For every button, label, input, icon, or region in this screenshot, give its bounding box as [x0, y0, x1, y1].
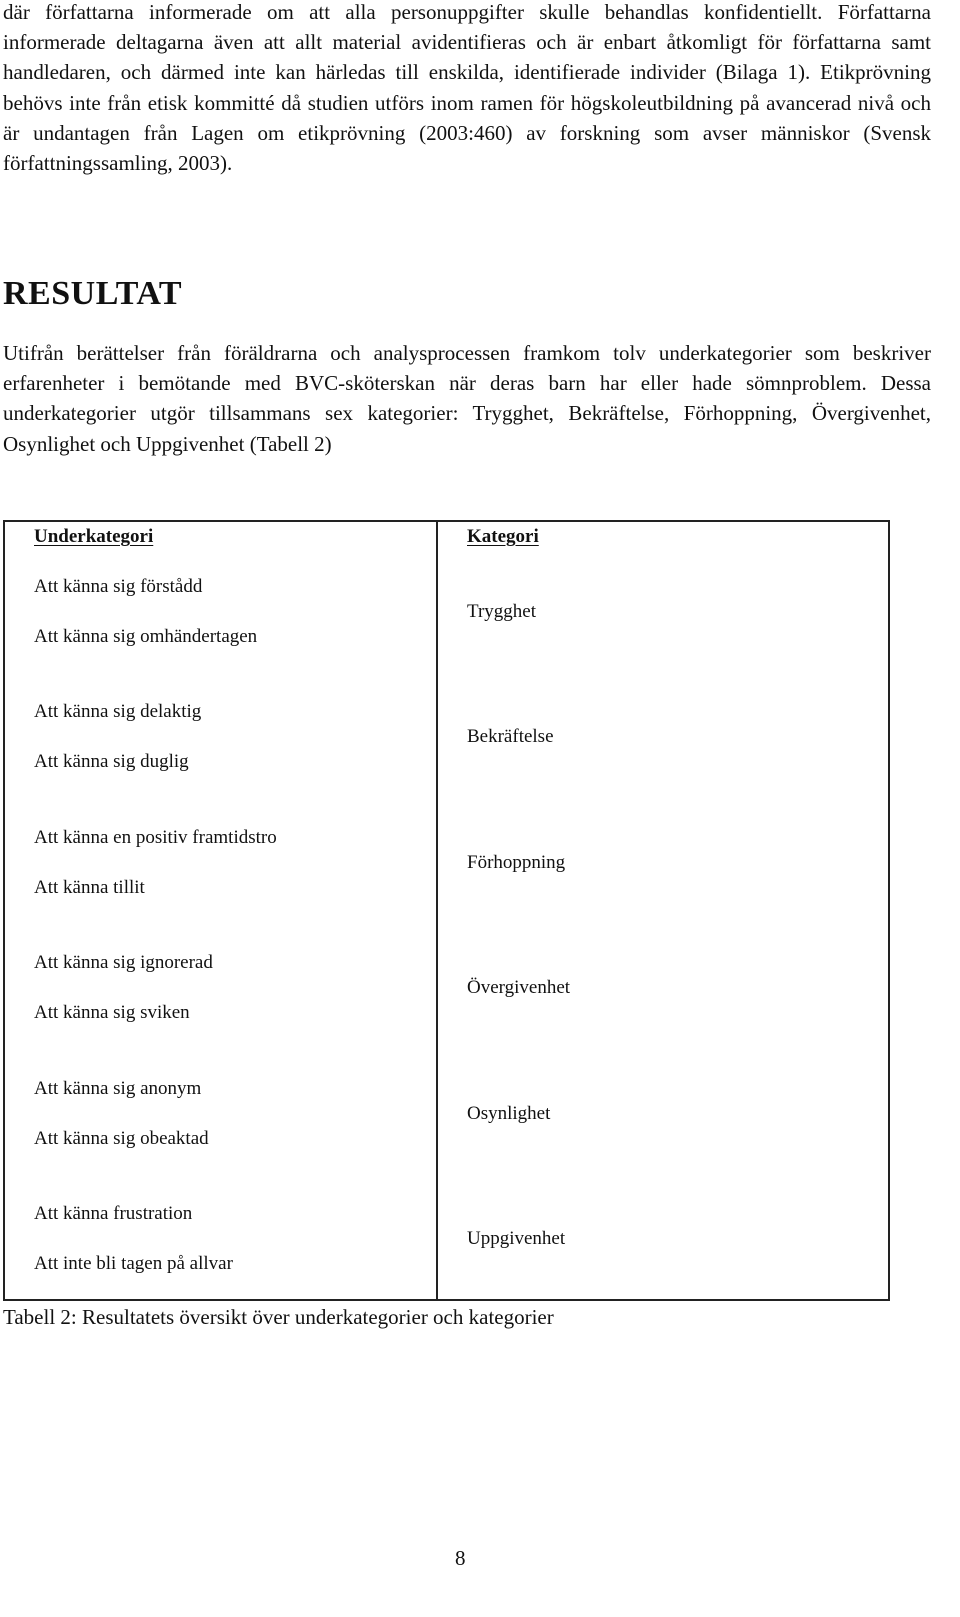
results-paragraph: Utifrån berättelser från föräldrarna och analysprocessen framkom tolv underkategorier som beskriver erfarenheter i bemötande med BVC-sköterskan när deras barn har eller hade sömnproblem. Dessa underkategorier utgör tillsammans sex kategorier: Trygghet, Bekräftelse, Förhoppning, Övergivenhet, Osynlighet och Uppgivenhet (Tabell 2): [3, 341, 931, 456]
results-table: [3, 520, 890, 1301]
subcategory-cell: Att känna tillit: [34, 877, 145, 898]
table-caption: Tabell 2: Resultatets översikt över underkategorier och kategorier: [3, 1305, 554, 1329]
page-number: 8: [455, 1546, 466, 1570]
category-cell: Övergivenhet: [467, 977, 571, 998]
subcategory-cell: Att känna sig sviken: [34, 1002, 190, 1023]
subcategory-cell: Att känna en positiv framtidstro: [34, 827, 277, 848]
subcategory-cell: Att känna sig ignorerad: [34, 952, 213, 973]
table-header-category: Kategori: [467, 526, 539, 547]
subcategory-cell: Att känna sig förstådd: [34, 576, 203, 597]
category-cell: Uppgivenhet: [467, 1228, 566, 1249]
category-cell: Bekräftelse: [467, 726, 554, 747]
section-heading: RESULTAT: [3, 275, 183, 312]
ethics-paragraph: där författarna informerade om att alla personuppgifter skulle behandlas konfidentiellt. Författarna informerade deltagarna även att allt material avidentifieras och är enbart åtkomligt för författarna samt handledaren, och därmed inte kan härledas till enskilda, identifierade individer (Bilaga 1). Etikprövning behövs inte från etisk kommitté då studien utförs inom ramen för högskoleutbildning på avancerad nivå och är undantagen från Lagen om etikprövning (2003:460) av forskning som avser människor (Svensk författningssamling, 2003).: [3, 0, 931, 176]
table-header-subcategory: Underkategori: [34, 526, 154, 547]
subcategory-cell: Att känna sig obeaktad: [34, 1128, 209, 1149]
table-column-divider: [436, 522, 438, 1299]
subcategory-cell: Att inte bli tagen på allvar: [34, 1253, 233, 1274]
subcategory-cell: Att känna sig anonym: [34, 1078, 202, 1099]
subcategory-cell: Att känna frustration: [34, 1203, 193, 1224]
subcategory-cell: Att känna sig omhändertagen: [34, 626, 258, 647]
category-cell: Osynlighet: [467, 1103, 551, 1124]
subcategory-cell: Att känna sig delaktig: [34, 701, 202, 722]
category-cell: Trygghet: [467, 601, 536, 622]
category-cell: Förhoppning: [467, 852, 566, 873]
subcategory-cell: Att känna sig duglig: [34, 751, 189, 772]
